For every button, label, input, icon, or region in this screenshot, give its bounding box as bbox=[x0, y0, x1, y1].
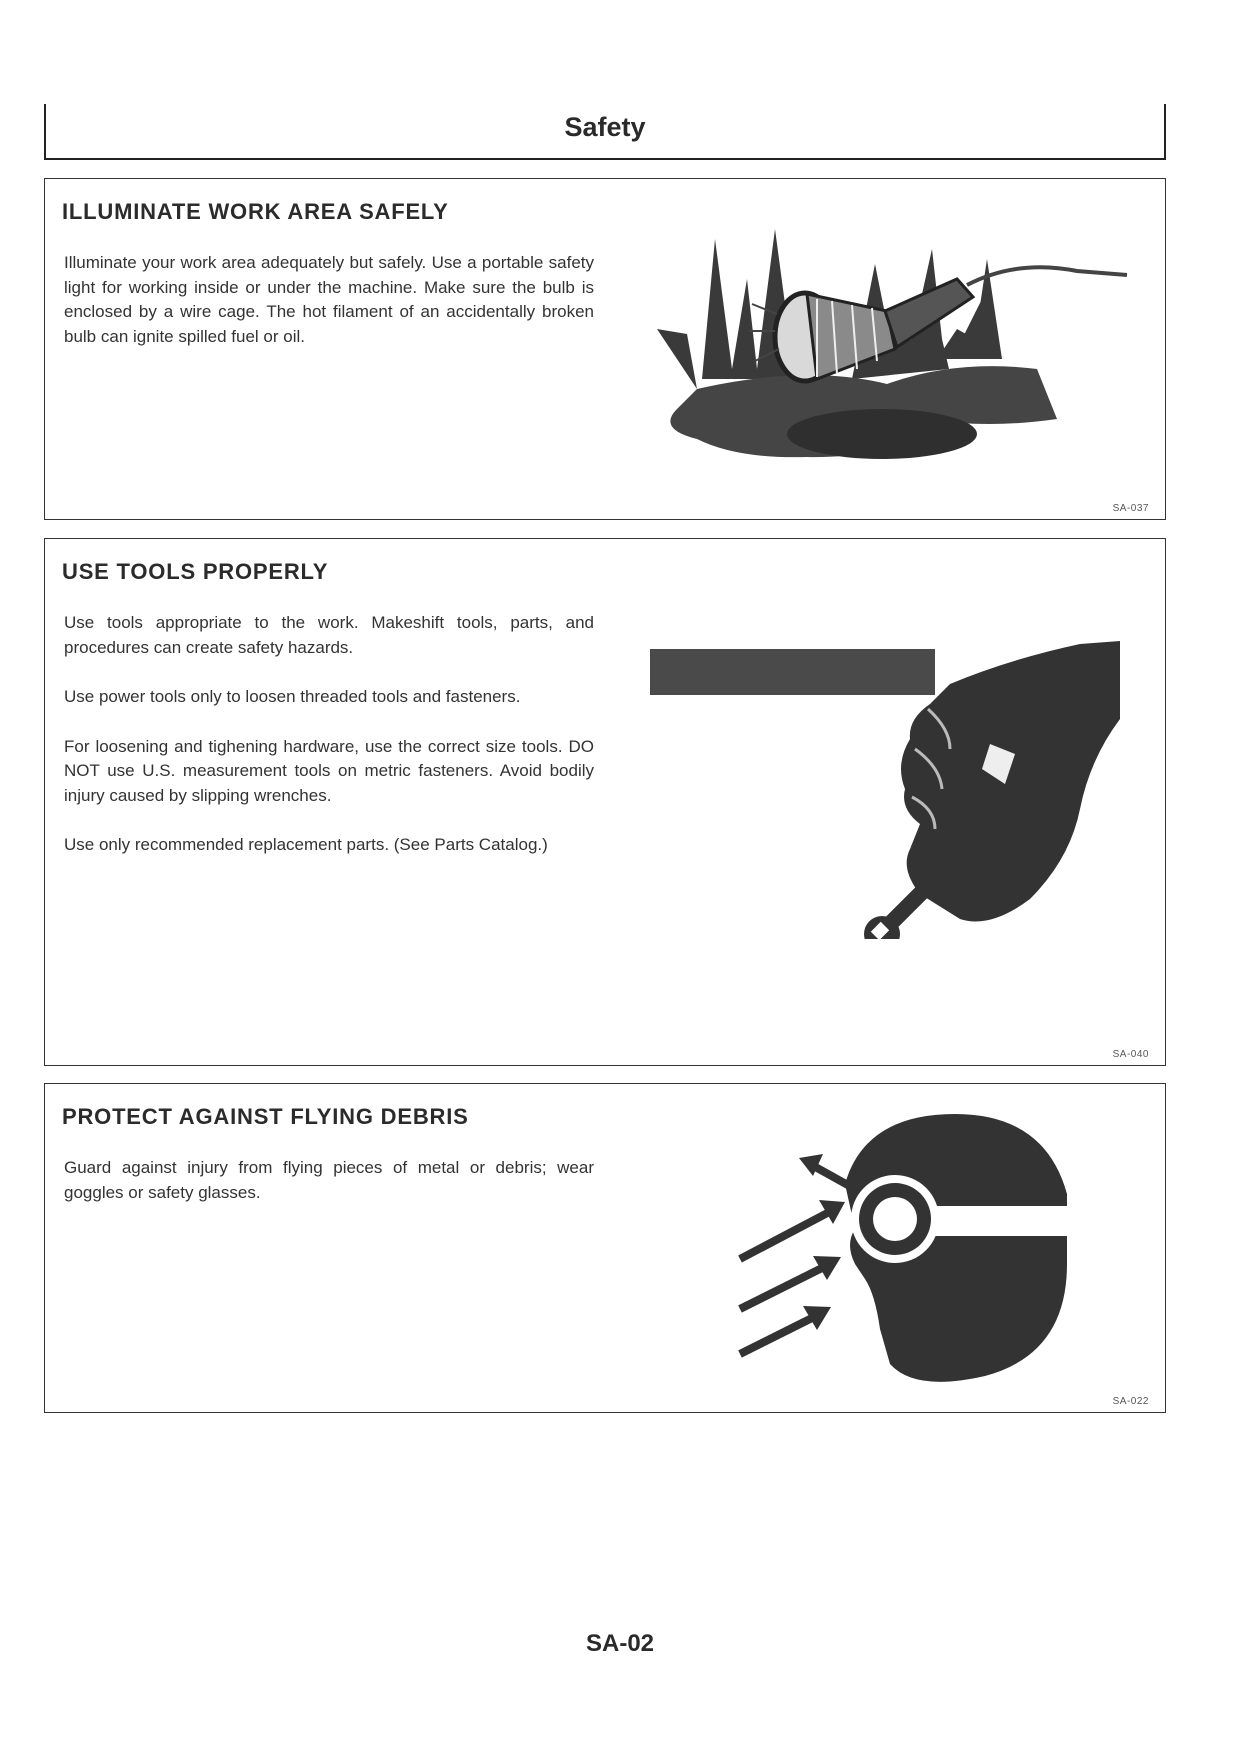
section-heading: USE TOOLS PROPERLY bbox=[62, 559, 329, 584]
section-use-tools-properly bbox=[44, 538, 1166, 1066]
page-number: SA-02 bbox=[585, 1630, 655, 1657]
section-illuminate-work-area bbox=[44, 178, 1166, 520]
section-paragraph: For loosening and tighening hardware, use the correct size tools. DO NOT use U.S. measurement tools on metric fasteners. Avoid bodily injury caused by slipping wrenches. bbox=[64, 736, 594, 805]
hand-wrench-icon bbox=[650, 639, 1170, 939]
section-paragraph: Use tools appropriate to the work. Makeshift tools, parts, and procedures can create safety hazards. bbox=[64, 613, 594, 657]
safety-goggles-head-icon bbox=[695, 1114, 1125, 1394]
section-paragraph: Use only recommended replacement parts. (See Parts Catalog.) bbox=[64, 835, 548, 854]
page-title: Safety bbox=[564, 112, 646, 142]
section-body bbox=[64, 611, 594, 883]
section-protect-flying-debris bbox=[44, 1083, 1166, 1413]
work-light-icon bbox=[657, 219, 1147, 489]
section-heading: ILLUMINATE WORK AREA SAFELY bbox=[62, 199, 449, 224]
section-paragraph: Use power tools only to loosen threaded tools and fasteners. bbox=[64, 687, 521, 706]
section-body bbox=[64, 1156, 594, 1230]
section-body bbox=[64, 251, 594, 374]
figure-reference: SA-040 bbox=[1112, 1049, 1149, 1060]
section-paragraph: Illuminate your work area adequately but safely. Use a portable safety light for working inside or under the machine. Make sure the bulb is enclosed by a wire cage. The hot filament of an accidentally broken bulb can ignite spilled fuel or oil. bbox=[64, 253, 594, 346]
section-paragraph: Guard against injury from flying pieces of metal or debris; wear goggles or safety glasses. bbox=[64, 1158, 594, 1202]
figure-reference: SA-037 bbox=[1112, 503, 1149, 514]
page-header bbox=[44, 104, 1166, 160]
figure-reference: SA-022 bbox=[1112, 1396, 1149, 1407]
section-heading: PROTECT AGAINST FLYING DEBRIS bbox=[62, 1104, 469, 1129]
